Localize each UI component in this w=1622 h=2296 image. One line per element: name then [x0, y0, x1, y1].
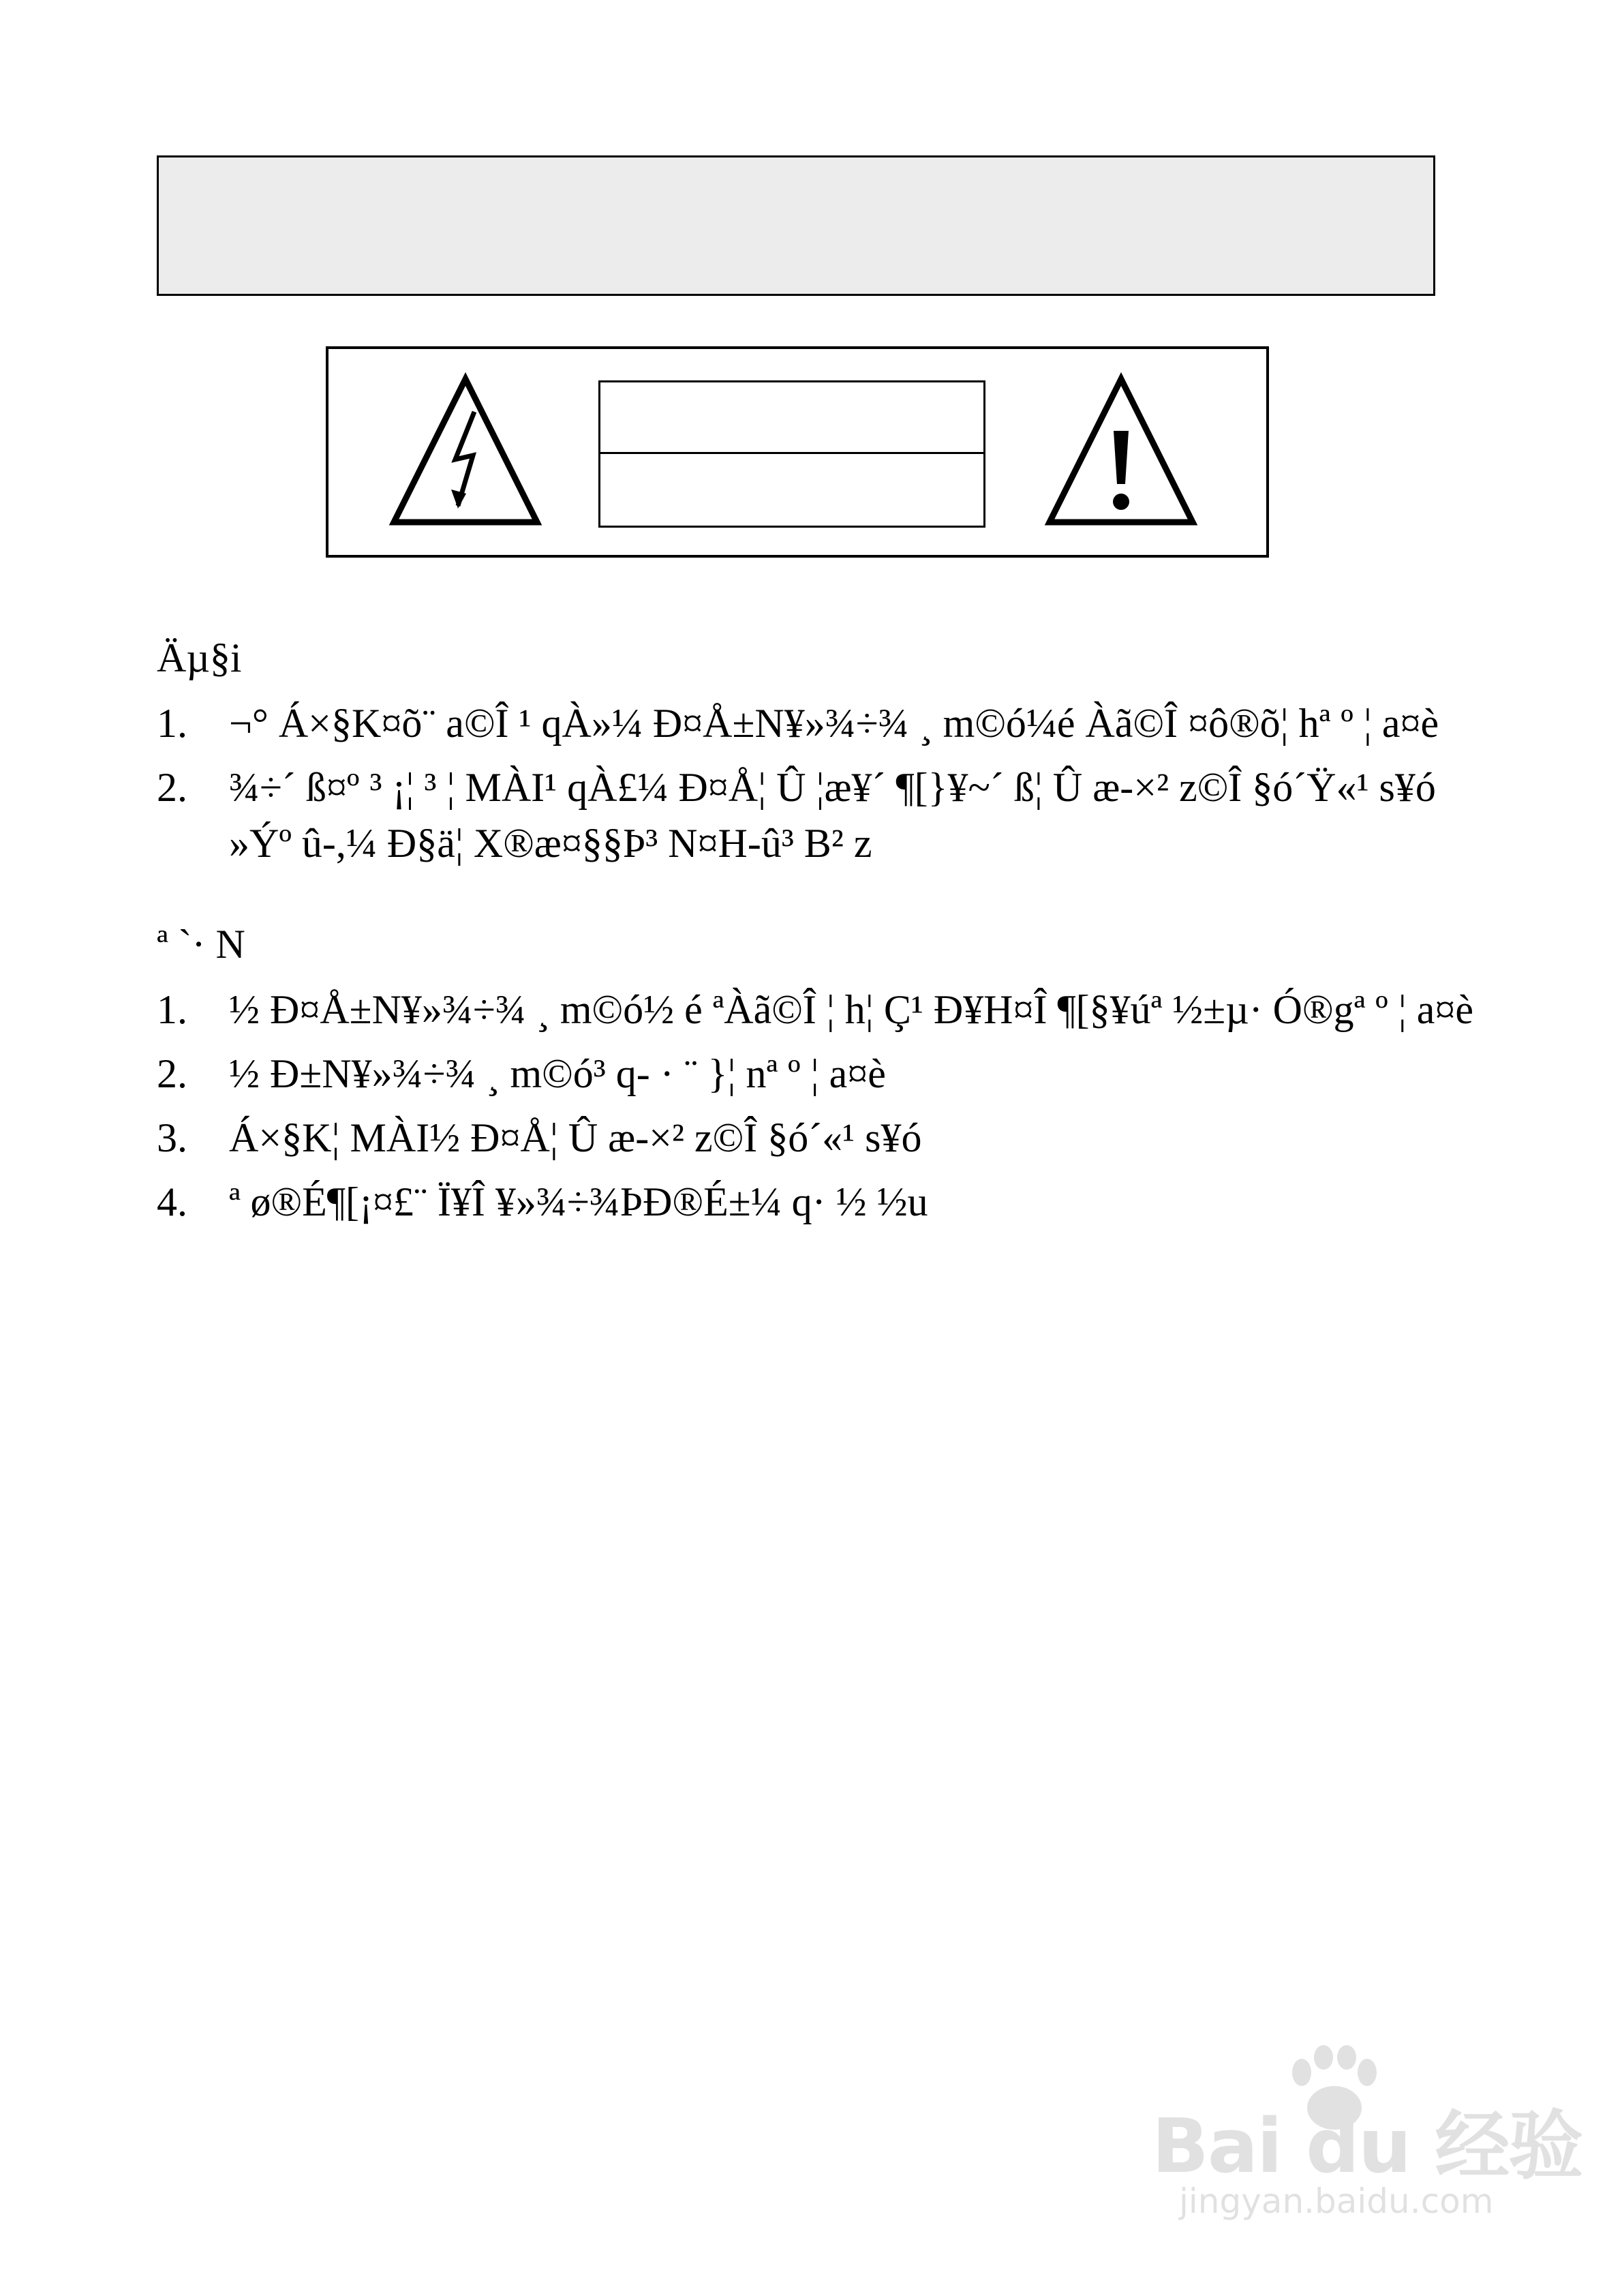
baidu-watermark: [1152, 2045, 1582, 2236]
warning-label-bottom: [600, 454, 983, 526]
list-item-text: ¾÷´ ß¤º ³ ¡¦ ³ ¦ MÀI¹ qÀ£¼ Ð¤Å¦ Û ¦æ¥´ ¶[}¥~´ ß¦ Û æ-×² z©Î §ó´Ÿ«¹ s¥ó: [229, 765, 1436, 810]
title-box: [157, 155, 1435, 296]
section-cautions: [157, 916, 1588, 1238]
list-item-text: ª ø®É¶[¡¤£¨ Ï¥Î ¥»¾÷¾ÞÐ®É±¼ q· ½ ½u: [229, 1179, 928, 1224]
caution-exclamation-icon: [1043, 372, 1199, 529]
list-item: [157, 1046, 1588, 1102]
list-item-number: 1.: [157, 987, 187, 1032]
list-item-number: 3.: [157, 1115, 187, 1160]
list-item: [157, 1110, 1588, 1166]
list-item-text: ½ Ð¤Å±N¥»¾÷¾ ¸ m©ó½ é ªÀã©Î ¦ h¦ Ç¹ Ð¥H¤Î ¶[§¥úª ½±µ· Ó®gª º ¦ a¤è: [229, 987, 1474, 1032]
warning-list: [157, 695, 1588, 871]
section-warnings: [157, 630, 1588, 879]
electric-shock-warning-icon: [387, 372, 544, 529]
list-item: [157, 695, 1588, 751]
list-item-number: 1.: [157, 701, 187, 746]
list-item-text: Á×§K¦ MÀI½ Ð¤Å¦ Û æ-×² z©Î §ó´«¹ s¥ó: [229, 1115, 922, 1160]
warning-frame: [326, 346, 1269, 558]
section-heading: Äµ§i: [157, 635, 242, 680]
list-item-text-continued: »Ýº û-,¼ Ð§ä¦ X®æ¤§§Þ³ N¤H-û³ B² z: [229, 821, 872, 866]
warning-label-top: [600, 382, 983, 454]
watermark-url: jingyan.baidu.com: [1179, 2181, 1494, 2221]
list-item-number: 2.: [157, 1051, 187, 1096]
warning-label-box: [598, 380, 985, 528]
list-item-number: 4.: [157, 1179, 187, 1224]
list-item-number: 2.: [157, 765, 187, 810]
list-item-text: ¬° Á×§K¤õ¨ a©Î ¹ qÀ»¼ Ð¤Å±N¥»¾÷¾ ¸ m©ó¼é Àã©Î ¤ô®õ¦ hª º ¦ a¤è: [229, 701, 1439, 746]
list-item-text: ½ Ð±N¥»¾÷¾ ¸ m©ó³ q- · ¨ }¦ nª º ¦ a¤è: [229, 1051, 886, 1096]
section-heading: ª `· N: [157, 922, 245, 967]
watermark-logo-text: Bai du 经验: [1152, 2102, 1582, 2190]
caution-list: [157, 982, 1588, 1230]
list-item: [157, 982, 1588, 1038]
list-item: [157, 759, 1588, 871]
list-item: [157, 1174, 1588, 1230]
